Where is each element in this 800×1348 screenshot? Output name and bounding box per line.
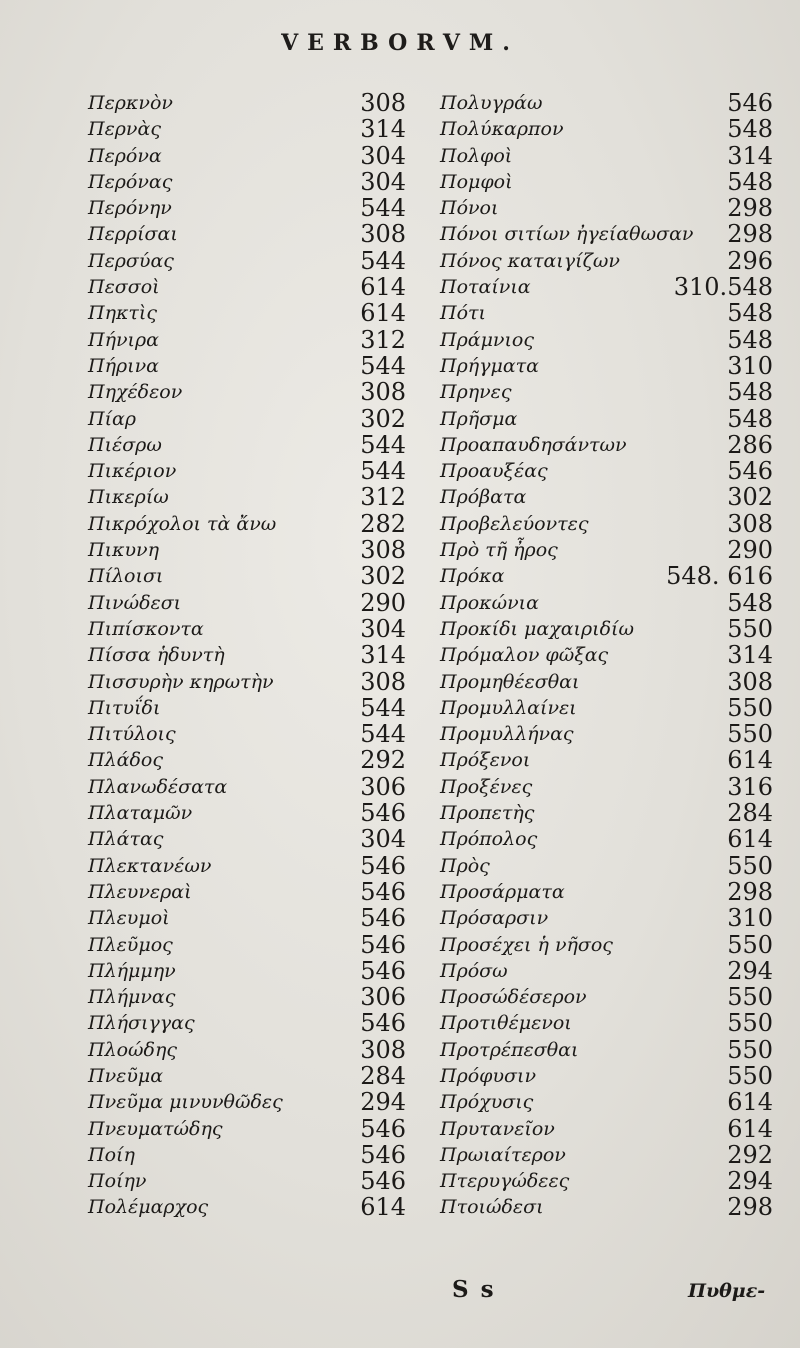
index-entry: [440, 169, 773, 195]
index-term: Πήρινα: [88, 354, 159, 377]
index-entry: [88, 1089, 406, 1115]
page-reference: 544: [360, 351, 406, 380]
page-reference: 314: [360, 115, 406, 144]
page-reference: 304: [360, 825, 406, 854]
index-term: Προσώδέσερον: [440, 986, 587, 1009]
index-term: Πράμνιος: [440, 328, 534, 351]
page-reference: 294: [727, 1167, 773, 1196]
index-entry: [440, 800, 773, 826]
index-entry: [88, 1063, 406, 1089]
index-entry: [440, 826, 773, 852]
index-entry: [440, 537, 773, 563]
index-entry: [440, 905, 773, 931]
index-entry: [88, 379, 406, 405]
index-entry: [88, 1194, 406, 1220]
index-term: Πρόκα: [440, 565, 505, 588]
index-term: Πικερίω: [88, 486, 169, 509]
page-reference: 314: [727, 141, 773, 170]
index-term: Πολυγράω: [440, 92, 543, 114]
index-term: Πρῆσμα: [440, 407, 518, 430]
index-term: Πρόβατα: [440, 486, 527, 509]
index-term: Πτερυγώδεες: [440, 1170, 570, 1193]
index-entry: [440, 90, 773, 116]
index-entry: [88, 1168, 406, 1194]
index-term: Πίαρ: [88, 407, 137, 430]
index-entry: [88, 1142, 406, 1168]
index-term: Πρόμαλον φῶξας: [440, 644, 609, 667]
index-entry: [440, 1063, 773, 1089]
page-reference: 292: [360, 746, 406, 775]
page-reference: 302: [727, 483, 773, 512]
index-term: Πόνος καταιγίζων: [440, 249, 620, 272]
page-reference: 544: [360, 194, 406, 223]
index-term: Πομφοὶ: [440, 170, 513, 193]
page-reference: 546: [360, 930, 406, 959]
index-entry: [88, 1010, 406, 1036]
page-reference: 284: [727, 799, 773, 828]
page-reference: 546: [727, 89, 773, 117]
index-term: Προαυξέας: [440, 460, 548, 483]
index-term: Πιτύλοις: [88, 723, 176, 746]
index-term: Ποταίνια: [440, 276, 531, 299]
page-reference: 546: [360, 1009, 406, 1038]
page-reference: 550: [727, 1035, 773, 1064]
index-term: Προμυλλήνας: [440, 723, 574, 746]
index-entry: [88, 248, 406, 274]
index-entry: [88, 90, 406, 116]
index-entry: [440, 1037, 773, 1063]
index-term: Πλήμνας: [88, 986, 176, 1009]
index-entry: [88, 747, 406, 773]
index-entry: [88, 458, 406, 484]
page-reference: 284: [360, 1061, 406, 1090]
page-reference: 544: [360, 693, 406, 722]
index-entry: [88, 695, 406, 721]
index-term: Πλάδος: [88, 749, 163, 772]
index-term: Πόνοι: [440, 197, 499, 220]
page-reference: 308: [727, 509, 773, 538]
index-entry: [440, 195, 773, 221]
page-reference: 550: [727, 614, 773, 643]
page-reference: 546: [360, 799, 406, 828]
index-term: Προξένες: [440, 775, 533, 798]
index-entry: [88, 984, 406, 1010]
page-reference: 544: [360, 246, 406, 275]
index-term: Ποίην: [88, 1170, 147, 1193]
page-reference: 298: [727, 220, 773, 249]
page-reference: 550: [727, 983, 773, 1012]
page-reference: 310: [727, 904, 773, 933]
index-term: Πολφοὶ: [440, 144, 513, 167]
index-entry: [440, 406, 773, 432]
index-term: Περόνην: [88, 197, 172, 220]
index-entry: [88, 669, 406, 695]
index-entry: [88, 905, 406, 931]
index-term: Πρὸς: [440, 854, 490, 877]
page-reference: 296: [727, 246, 773, 275]
index-term: Προαπαυδησάντων: [440, 433, 627, 456]
index-term: Πεσσοὶ: [88, 276, 160, 299]
page-reference: 548: [727, 378, 773, 407]
index-term: Πρηνες: [440, 381, 512, 404]
index-entry: [88, 327, 406, 353]
index-term: Πλάτας: [88, 828, 164, 851]
index-term: Πλευμοὶ: [88, 907, 170, 930]
index-entry: [88, 537, 406, 563]
page-reference: 308: [360, 536, 406, 565]
index-entry: [440, 248, 773, 274]
page-reference: 614: [727, 1088, 773, 1117]
page-reference: 306: [360, 772, 406, 801]
page-reference: 548. 616: [666, 562, 773, 591]
index-entry: [88, 721, 406, 747]
index-term: Πνεῦμα μινυνθῶδες: [88, 1091, 283, 1114]
page-reference: 310.548: [673, 273, 773, 302]
page-reference: 550: [727, 1009, 773, 1038]
index-entry: [440, 484, 773, 510]
index-term: Προμηθέεσθαι: [440, 670, 580, 693]
index-entry: [88, 932, 406, 958]
index-term: Πνευματώδης: [88, 1117, 223, 1140]
index-term: Πικυνη: [88, 539, 159, 562]
index-term: Περόνας: [88, 170, 173, 193]
page-reference: 614: [360, 273, 406, 302]
index-entry: [440, 695, 773, 721]
page-reference: 304: [360, 614, 406, 643]
index-entry: [440, 747, 773, 773]
page-reference: 546: [360, 877, 406, 906]
index-term: Πρόχυσις: [440, 1091, 534, 1114]
index-entry: [88, 116, 406, 142]
index-term: Πηχέδεον: [88, 381, 183, 404]
index-entry: [440, 879, 773, 905]
index-entry: [88, 774, 406, 800]
index-term: Πισσυρὴν κηρωτὴν: [88, 670, 274, 693]
index-term: Πρόφυσιν: [440, 1064, 537, 1087]
index-entry: [440, 432, 773, 458]
index-term: Πρὸ τῆ ἦρος: [440, 539, 558, 562]
index-term: Περόνα: [88, 144, 162, 167]
page-reference: 546: [360, 1167, 406, 1196]
index-entry: [440, 853, 773, 879]
page-reference: 298: [727, 1193, 773, 1222]
page-reference: 544: [360, 457, 406, 486]
running-head: VERBORVM.: [281, 30, 519, 56]
index-term: Προσέχει ἡ νῆσος: [440, 933, 613, 956]
page-reference: 292: [727, 1140, 773, 1169]
index-entry: [440, 300, 773, 326]
page-reference: 546: [360, 851, 406, 880]
page-reference: 550: [727, 1061, 773, 1090]
index-term: Περσύας: [88, 249, 174, 272]
index-entry: [440, 721, 773, 747]
index-entry: [88, 511, 406, 537]
page-reference: 310: [727, 351, 773, 380]
index-term: Πρόπολος: [440, 828, 538, 851]
index-term: Πότι: [440, 302, 486, 325]
page-reference: 306: [360, 983, 406, 1012]
page-reference: 548: [727, 588, 773, 617]
page-reference: 544: [360, 720, 406, 749]
index-entry: [88, 826, 406, 852]
index-entry: [88, 221, 406, 247]
index-term: Πολέμαρχος: [88, 1196, 209, 1219]
left-index-column: [88, 90, 406, 1221]
index-term: Πρόξενοι: [440, 749, 531, 772]
page-reference: 294: [727, 956, 773, 985]
index-term: Πλανωδέσατα: [88, 775, 228, 798]
page-reference: 302: [360, 404, 406, 433]
index-entry: [440, 958, 773, 984]
page-reference: 294: [360, 1088, 406, 1117]
page-reference: 308: [360, 667, 406, 696]
page-reference: 614: [360, 1193, 406, 1222]
index-term: Περνὰς: [88, 118, 161, 141]
index-entry: [88, 484, 406, 510]
page-reference: 282: [360, 509, 406, 538]
page-reference: 308: [360, 220, 406, 249]
index-entry: [88, 800, 406, 826]
index-entry: [440, 379, 773, 405]
index-entry: [88, 195, 406, 221]
page-reference: 546: [360, 1140, 406, 1169]
index-entry: [440, 221, 773, 247]
index-term: Πτοιώδεσι: [440, 1196, 544, 1219]
page-reference: 550: [727, 930, 773, 959]
page-reference: 548: [727, 167, 773, 196]
index-entry: [440, 1089, 773, 1115]
page-reference: 298: [727, 877, 773, 906]
page-reference: 546: [360, 904, 406, 933]
index-term: Πλοώδης: [88, 1038, 178, 1061]
page-reference: 290: [360, 588, 406, 617]
index-term: Πρήγματα: [440, 354, 539, 377]
index-term: Πλεῦμος: [88, 933, 173, 956]
index-entry: [88, 169, 406, 195]
index-term: Πιέσρω: [88, 433, 162, 456]
index-entry: [88, 590, 406, 616]
index-term: Πλήσιγγας: [88, 1012, 195, 1035]
index-term: Πλευνεραὶ: [88, 880, 192, 903]
index-term: Πρόσω: [440, 959, 508, 982]
index-entry: [88, 879, 406, 905]
index-entry: [88, 616, 406, 642]
index-term: Πολύκαρπον: [440, 118, 564, 141]
index-term: Πικέριον: [88, 460, 177, 483]
page-reference: 614: [727, 1114, 773, 1143]
index-entry: [440, 458, 773, 484]
index-entry: [88, 642, 406, 668]
page-reference: 308: [360, 1035, 406, 1064]
page-reference: 308: [360, 378, 406, 407]
index-entry: [440, 932, 773, 958]
index-term: Προτρέπεσθαι: [440, 1038, 579, 1061]
index-term: Ποίη: [88, 1143, 135, 1166]
index-entry: [440, 1142, 773, 1168]
index-term: Περρίσαι: [88, 223, 178, 246]
index-entry: [440, 984, 773, 1010]
catchword: Πυθμε-: [688, 1280, 766, 1302]
index-entry: [440, 143, 773, 169]
index-entry: [88, 958, 406, 984]
page-reference: 308: [360, 89, 406, 117]
page-reference: 614: [360, 299, 406, 328]
index-term: Πρωιαίτερον: [440, 1143, 566, 1166]
signature-mark: S s: [452, 1276, 496, 1303]
index-term: Προμυλλαίνει: [440, 696, 577, 719]
page-reference: 316: [727, 772, 773, 801]
right-index-column: [440, 90, 773, 1221]
page-reference: 312: [360, 325, 406, 354]
index-term: Πικρόχολοι τὰ ἄνω: [88, 512, 277, 535]
index-term: Πνεῦμα: [88, 1064, 164, 1087]
index-entry: [88, 274, 406, 300]
page-reference: 312: [360, 483, 406, 512]
index-term: Πίσσα ἡδυντὴ: [88, 644, 225, 667]
index-term: Πρυτανεῖον: [440, 1117, 555, 1140]
index-entry: [440, 642, 773, 668]
index-term: Προτιθέμενοι: [440, 1012, 572, 1035]
page-reference: 548: [727, 115, 773, 144]
index-entry: [440, 1116, 773, 1142]
page-reference: 298: [727, 194, 773, 223]
index-entry: [440, 563, 773, 589]
index-entry: [440, 511, 773, 537]
index-term: Πηκτὶς: [88, 302, 158, 325]
index-entry: [440, 774, 773, 800]
index-term: Πρόσαρσιν: [440, 907, 549, 930]
index-term: Περκνὸν: [88, 92, 173, 114]
index-term: Προπετὴς: [440, 802, 535, 825]
page-reference: 548: [727, 299, 773, 328]
page-reference: 614: [727, 746, 773, 775]
page-reference: 550: [727, 851, 773, 880]
index-entry: [440, 116, 773, 142]
index-entry: [440, 1010, 773, 1036]
page-reference: 548: [727, 325, 773, 354]
index-term: Προκίδι μαχαιριδίω: [440, 617, 634, 640]
index-entry: [440, 274, 773, 300]
index-term: Πιπίσκοντα: [88, 617, 204, 640]
index-entry: [440, 669, 773, 695]
index-entry: [88, 853, 406, 879]
index-term: Προσάρματα: [440, 880, 565, 903]
index-entry: [88, 432, 406, 458]
index-entry: [440, 590, 773, 616]
index-entry: [440, 353, 773, 379]
index-term: Πίλοισι: [88, 565, 164, 588]
page-reference: 546: [727, 457, 773, 486]
index-entry: [440, 1194, 773, 1220]
index-entry: [88, 143, 406, 169]
index-entry: [440, 327, 773, 353]
page-reference: 308: [727, 667, 773, 696]
page-reference: 546: [360, 956, 406, 985]
index-term: Πόνοι σιτίων ἠγείαθωσαν: [440, 223, 694, 246]
index-entry: [88, 563, 406, 589]
page-reference: 304: [360, 167, 406, 196]
index-entry: [440, 1168, 773, 1194]
index-term: Προβελεύοντες: [440, 512, 589, 535]
page-reference: 314: [727, 641, 773, 670]
index-term: Πλήμμην: [88, 959, 176, 982]
index-entry: [440, 616, 773, 642]
index-term: Πλαταμῶν: [88, 802, 193, 825]
index-entry: [88, 353, 406, 379]
page-reference: 550: [727, 720, 773, 749]
page-reference: 290: [727, 536, 773, 565]
page-reference: 550: [727, 693, 773, 722]
index-entry: [88, 1037, 406, 1063]
index-entry: [88, 1116, 406, 1142]
page-reference: 286: [727, 430, 773, 459]
index-term: Πήνιρα: [88, 328, 159, 351]
index-entry: [88, 300, 406, 326]
page-reference: 304: [360, 141, 406, 170]
index-term: Πινώδεσι: [88, 591, 182, 614]
index-term: Πλεκτανέων: [88, 854, 212, 877]
page-reference: 548: [727, 404, 773, 433]
page-reference: 544: [360, 430, 406, 459]
page-reference: 302: [360, 562, 406, 591]
page-reference: 314: [360, 641, 406, 670]
page-reference: 546: [360, 1114, 406, 1143]
index-term: Προκώνια: [440, 591, 539, 614]
index-term: Πιτυΐδι: [88, 696, 161, 719]
page-reference: 614: [727, 825, 773, 854]
index-entry: [88, 406, 406, 432]
